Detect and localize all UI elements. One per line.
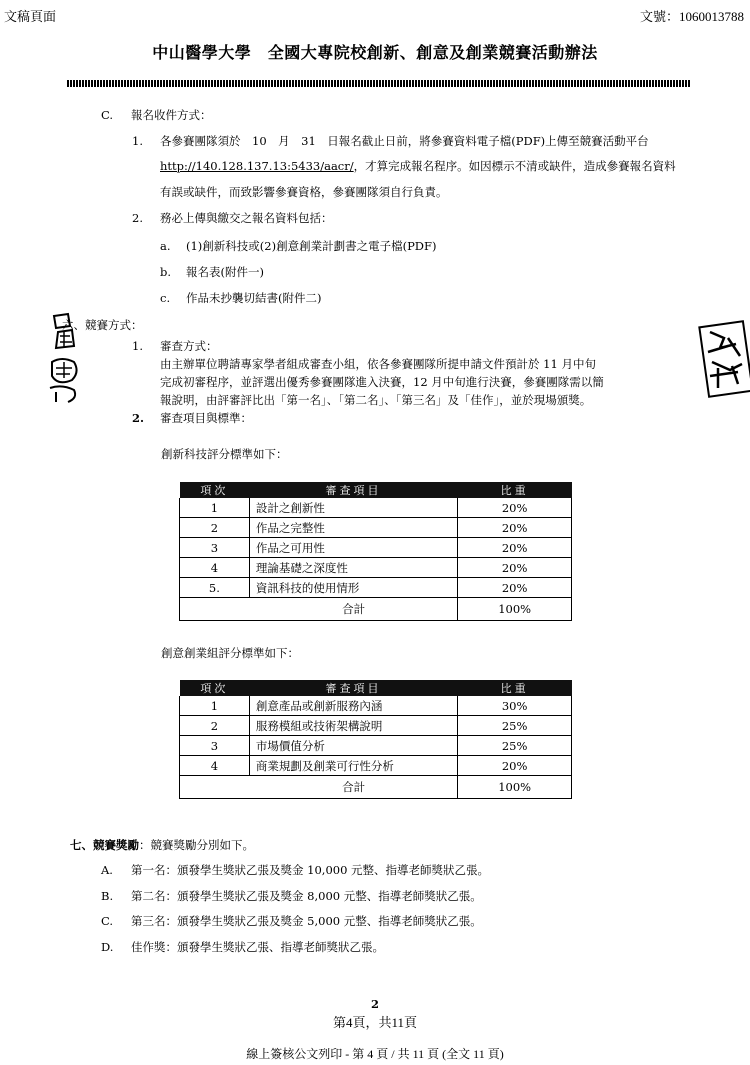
- table-row: [180, 558, 572, 578]
- innovation-criteria-table: [179, 482, 572, 621]
- total-value: 100%: [458, 776, 572, 799]
- table-row: [180, 518, 572, 538]
- section-7-heading: [70, 838, 254, 852]
- c-item1-line1: 各參賽團隊須於 10 月 31 日報名截止日前，將參賽資料電子檔(PDF)上傳至競賽活動平台: [160, 134, 649, 148]
- row-item: 商業規劃及創業可行性分析: [249, 756, 457, 776]
- row-weight: 20%: [458, 518, 572, 538]
- row-number: 1: [180, 696, 250, 716]
- award-a-marker: A.: [101, 863, 113, 877]
- print-footer: 線上簽核公文列印 - 第 4 頁 / 共 11 頁 (全文 11 頁): [246, 1047, 504, 1061]
- col-header-item: 審查項目: [249, 680, 457, 696]
- competition-platform-link[interactable]: http://140.128.137.13:5433/aacr/: [160, 159, 354, 173]
- row-weight: 20%: [458, 756, 572, 776]
- c-sub-a-marker: a.: [160, 239, 171, 253]
- total-label: 合計: [180, 776, 458, 799]
- s6-item2-title: 審查項目與標準：: [160, 411, 252, 425]
- row-number: 5.: [180, 578, 250, 598]
- row-number: 2: [180, 716, 250, 736]
- total-label: 合計: [180, 598, 458, 621]
- row-weight: 30%: [458, 696, 572, 716]
- table-row: [180, 578, 572, 598]
- page-number: 2: [370, 997, 379, 1011]
- s6-item1-line3: 報說明，由評審評比出「第一名」、「第二名」、「第三名」及「佳作」，並於現場頒獎。: [160, 393, 592, 407]
- c-item1-number: 1.: [132, 134, 143, 148]
- award-d-text: 佳作獎：頒發學生獎狀乙張、指導老師獎狀乙張。: [131, 940, 384, 954]
- row-weight: 25%: [458, 716, 572, 736]
- table-row: [180, 756, 572, 776]
- s6-item1-title: 審查方式：: [160, 339, 218, 353]
- table-row: [180, 736, 572, 756]
- row-number: 1: [180, 498, 250, 518]
- table-header-row: [180, 680, 572, 696]
- row-item: 作品之完整性: [249, 518, 457, 538]
- award-c-marker: C.: [101, 914, 114, 928]
- row-number: 4: [180, 558, 250, 578]
- award-b-text: 第二名：頒發學生獎狀乙張及獎金 8,000 元整、指導老師獎狀乙張。: [131, 889, 482, 903]
- row-item: 服務模組或技術架構說明: [249, 716, 457, 736]
- table-header-row: [180, 482, 572, 498]
- row-item: 設計之創新性: [249, 498, 457, 518]
- col-header-weight: 比重: [458, 680, 572, 696]
- s6-item2-number: 2.: [132, 411, 145, 425]
- page-title: 中山醫學大學 全國大專院校創新、創意及創業競賽活動辦法: [152, 43, 598, 62]
- row-number: 3: [180, 538, 250, 558]
- award-d-marker: D.: [101, 940, 114, 954]
- c-sub-c-text: 作品未抄襲切結書(附件二): [186, 291, 322, 305]
- c-item2-number: 2.: [132, 211, 143, 225]
- c-sub-c-marker: c.: [160, 291, 171, 305]
- table-row: [180, 696, 572, 716]
- col-header-number: 項次: [180, 680, 250, 696]
- row-item: 市場價值分析: [249, 736, 457, 756]
- row-weight: 25%: [458, 736, 572, 756]
- s6-item1-line2: 完成初審程序，並評選出優秀參賽團隊進入決賽，12 月中旬進行決賽，參賽團隊需以簡: [160, 375, 604, 389]
- c-sub-a-text: (1)創新科技或(2)創意創業計劃書之電子檔(PDF): [186, 239, 437, 253]
- row-item: 資訊科技的使用情形: [249, 578, 457, 598]
- row-number: 3: [180, 736, 250, 756]
- table-total-row: [180, 598, 572, 621]
- award-c-text: 第三名：頒發學生獎狀乙張及獎金 5,000 元整、指導老師獎狀乙張。: [131, 914, 482, 928]
- col-header-number: 項次: [180, 482, 250, 498]
- table1-caption: 創新科技評分標準如下：: [161, 447, 288, 461]
- s6-item1-line1: 由主辦單位聘請專家學者組成審查小組，依各參賽團隊所提申請文件預計於 11 月中旬: [160, 357, 596, 371]
- row-item: 理論基礎之深度性: [249, 558, 457, 578]
- page-label: 文稿頁面: [4, 9, 57, 24]
- c-sub-b-text: 報名表(附件一): [186, 265, 264, 279]
- award-a-text: 第一名：頒發學生獎狀乙張及獎金 10,000 元整、指導老師獎狀乙張。: [131, 863, 490, 877]
- c-item1-line2-rest: ，才算完成報名程序。如因標示不清或缺件，造成參賽報名資料: [353, 159, 676, 173]
- c-item1-line2: [160, 159, 676, 173]
- row-weight: 20%: [458, 538, 572, 558]
- c-sub-b-marker: b.: [160, 265, 172, 279]
- section-7-heading-rest: ：競賽獎勵分別如下。: [139, 838, 254, 852]
- col-header-weight: 比重: [458, 482, 572, 498]
- award-b-marker: B.: [101, 889, 114, 903]
- section-6-heading: 六、競賽方式：: [62, 318, 143, 332]
- title-divider: [67, 80, 690, 87]
- c-item1-line3: 有誤或缺件，而致影響參賽資格，參賽團隊須自行負責。: [160, 185, 448, 199]
- col-header-item: 審查項目: [249, 482, 457, 498]
- table-row: [180, 538, 572, 558]
- s6-item1-number: 1.: [132, 339, 143, 353]
- section-c-heading: 報名收件方式：: [131, 108, 212, 122]
- total-value: 100%: [458, 598, 572, 621]
- c-item2-text: 務必上傳與繳交之報名資料包括：: [160, 211, 333, 225]
- row-number: 2: [180, 518, 250, 538]
- document-number: 文號：1060013788: [639, 9, 744, 24]
- row-weight: 20%: [458, 498, 572, 518]
- section-c-marker: C.: [101, 108, 114, 122]
- row-weight: 20%: [458, 578, 572, 598]
- table2-caption: 創意創業組評分標準如下：: [161, 646, 299, 660]
- entrepreneurship-criteria-table: [179, 680, 572, 799]
- section-7-heading-bold: 七、競賽獎勵: [70, 838, 139, 852]
- row-weight: 20%: [458, 558, 572, 578]
- table-row: [180, 716, 572, 736]
- table-total-row: [180, 776, 572, 799]
- row-number: 4: [180, 756, 250, 776]
- row-item: 創意產品或創新服務內涵: [249, 696, 457, 716]
- row-item: 作品之可用性: [249, 538, 457, 558]
- right-seal-stamp: [698, 316, 750, 402]
- table-row: [180, 498, 572, 518]
- page-count: 第4頁，共11頁: [332, 1015, 418, 1030]
